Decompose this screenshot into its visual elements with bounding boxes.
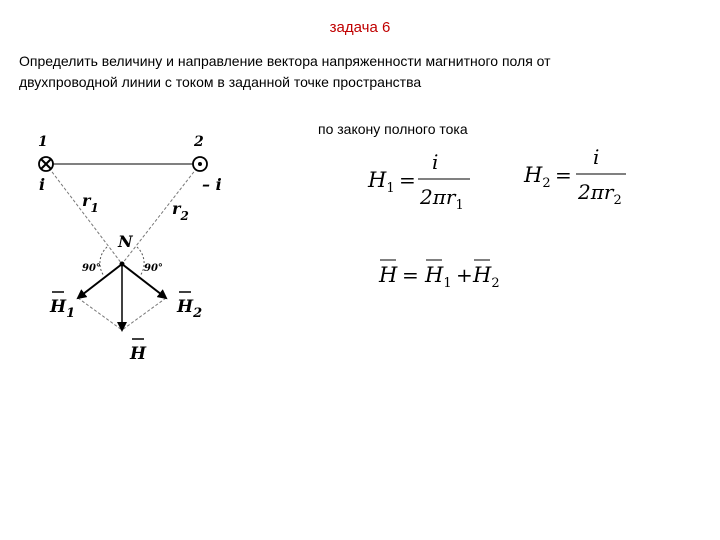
r1-label: $r_1$: [82, 191, 99, 215]
svg-text:2πr2: $2\pi r_2$: [578, 180, 622, 208]
law-label: по закону полного тока: [318, 121, 468, 137]
svg-text:H: H: [379, 263, 398, 287]
r1-dashed-line: [46, 164, 122, 264]
task-line-1: Определить величину и направление вектора напряженности магнитного поля от: [19, 53, 551, 69]
svg-text:H1: $H_1$: [425, 263, 452, 291]
angle-right-label: 90°: [144, 263, 163, 274]
slide-title: задача 6: [329, 19, 391, 36]
svg-text:H1: $H_1$: [50, 297, 76, 321]
current-1-label: i: [39, 175, 46, 194]
wire-1-cross-icon: [39, 157, 53, 171]
task-statement: [19, 51, 699, 93]
r2-label: $r_2$: [172, 199, 189, 223]
two-wire-diagram: [20, 120, 280, 370]
para-dashed-right: [122, 298, 166, 330]
h-label: [129, 339, 147, 364]
h2-label: [176, 292, 202, 321]
svg-text:i: i: [593, 145, 600, 169]
wire-2-dot-icon: [193, 157, 207, 171]
task-line-2: двухпроводной линии с током в заданной точке пространства: [19, 74, 422, 90]
svg-text:=: =: [402, 263, 419, 287]
formula-h1: [366, 150, 496, 214]
svg-text:=: =: [555, 163, 572, 187]
svg-text:=: =: [399, 168, 416, 192]
para-dashed-left: [78, 298, 122, 330]
point-n-label: N: [118, 232, 133, 251]
svg-text:H: H: [130, 344, 147, 364]
angle-left-label: 90°: [82, 263, 101, 274]
svg-text:+: +: [456, 263, 473, 287]
current-2-label: – i: [202, 175, 222, 194]
svg-text:H2: $H_2$: [524, 163, 551, 191]
formula-h2: [522, 145, 652, 209]
svg-text:i: i: [432, 150, 439, 174]
h1-label: [49, 292, 75, 321]
wire-1-label: 1: [38, 134, 48, 150]
wire-2-label: 2: [194, 134, 204, 150]
svg-text:H1: $H_1$: [368, 168, 395, 196]
formula-vector-sum: [376, 254, 516, 294]
svg-text:2πr1: $2\pi r_1$: [420, 185, 464, 213]
svg-text:H2: $H_2$: [177, 297, 203, 321]
point-n-dot: [120, 262, 125, 267]
svg-text:H2: $H_2$: [473, 263, 500, 291]
angle-arc-left: [100, 247, 107, 276]
